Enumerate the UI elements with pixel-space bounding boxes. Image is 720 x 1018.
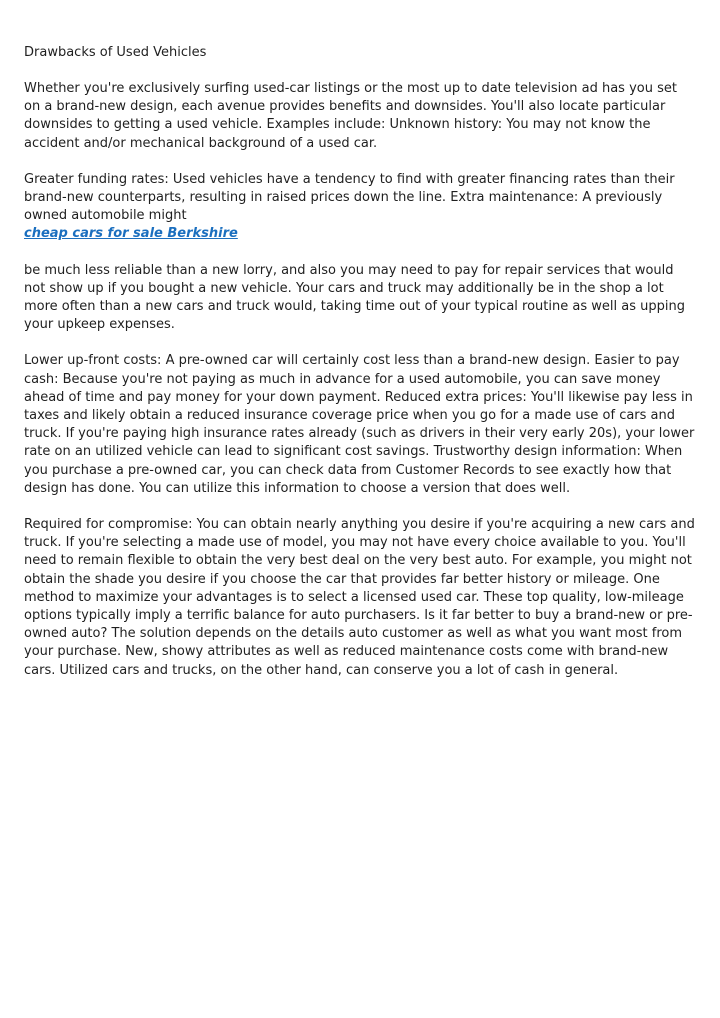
document-title: Drawbacks of Used Vehicles xyxy=(24,45,207,60)
paragraph-compromise: Required for compromise: You can obtain nearly anything you desire if you're acquiring a new cars and truck. If you're selecting a made use of model, you may not have every choice available to you. You'll need to remain flexible to obtain the very best deal on the very best auto. For example, you might not obtain the shade you desire if you choose the car that provides far better history or mileage. One method to maximize your advantages is to select a licensed used car. These top quality, low-mileage options typically imply a terrific balance for auto purchasers. Is it far better to buy a brand-new or pre-owned auto? The solution depends on the details auto customer as well as what you want most from your purchase. New, showy attributes as well as reduced maintenance costs come with brand-new cars. Utilized cars and trucks, on the other hand, can conserve you a lot of cash in general. xyxy=(24,517,695,678)
paragraph-funding xyxy=(24,171,696,244)
cheap-cars-link[interactable]: cheap cars for sale Berkshire xyxy=(24,226,238,242)
paragraph-funding-text: Greater funding rates: Used vehicles have a tendency to find with greater financing rates than their brand-new counterparts, resulting in raised prices down the line. Extra maintenance: A previously owned automobile might xyxy=(24,171,675,224)
paragraph-intro: Whether you're exclusively surfing used-car listings or the most up to date television ad has you set on a brand-new design, each avenue provides benefits and downsides. You'll also locate particular downsides to getting a used vehicle. Examples include: Unknown history: You may not know the accident and/or mechanical background of a used car. xyxy=(24,81,677,151)
document-page xyxy=(24,44,696,698)
paragraph-reliability: be much less reliable than a new lorry, and also you may need to pay for repair services that would not show up if you bought a new vehicle. Your cars and truck may additionally be in the shop a lot more often than a new cars and truck would, taking time out of your typical routine as well as upping your upkeep expenses. xyxy=(24,262,685,333)
paragraph-costs: Lower up-front costs: A pre-owned car will certainly cost less than a brand-new design. Easier to pay cash: Because you're not paying as much in advance for a used automobile, you can save money ahead of time and pay money for your down payment. Reduced extra prices: You'll likewise pay less in taxes and likely obtain a reduced insurance coverage price when you go for a made use of cars and truck. If you're paying high insurance rates already (such as drivers in their very early 20s), your lower rate on an utilized vehicle can lead to significant cost savings. Trustworthy design information: When you purchase a pre-owned car, you can check data from Customer Records to see exactly how that design has done. You can utilize this information to choose a version that does well. xyxy=(24,353,695,496)
